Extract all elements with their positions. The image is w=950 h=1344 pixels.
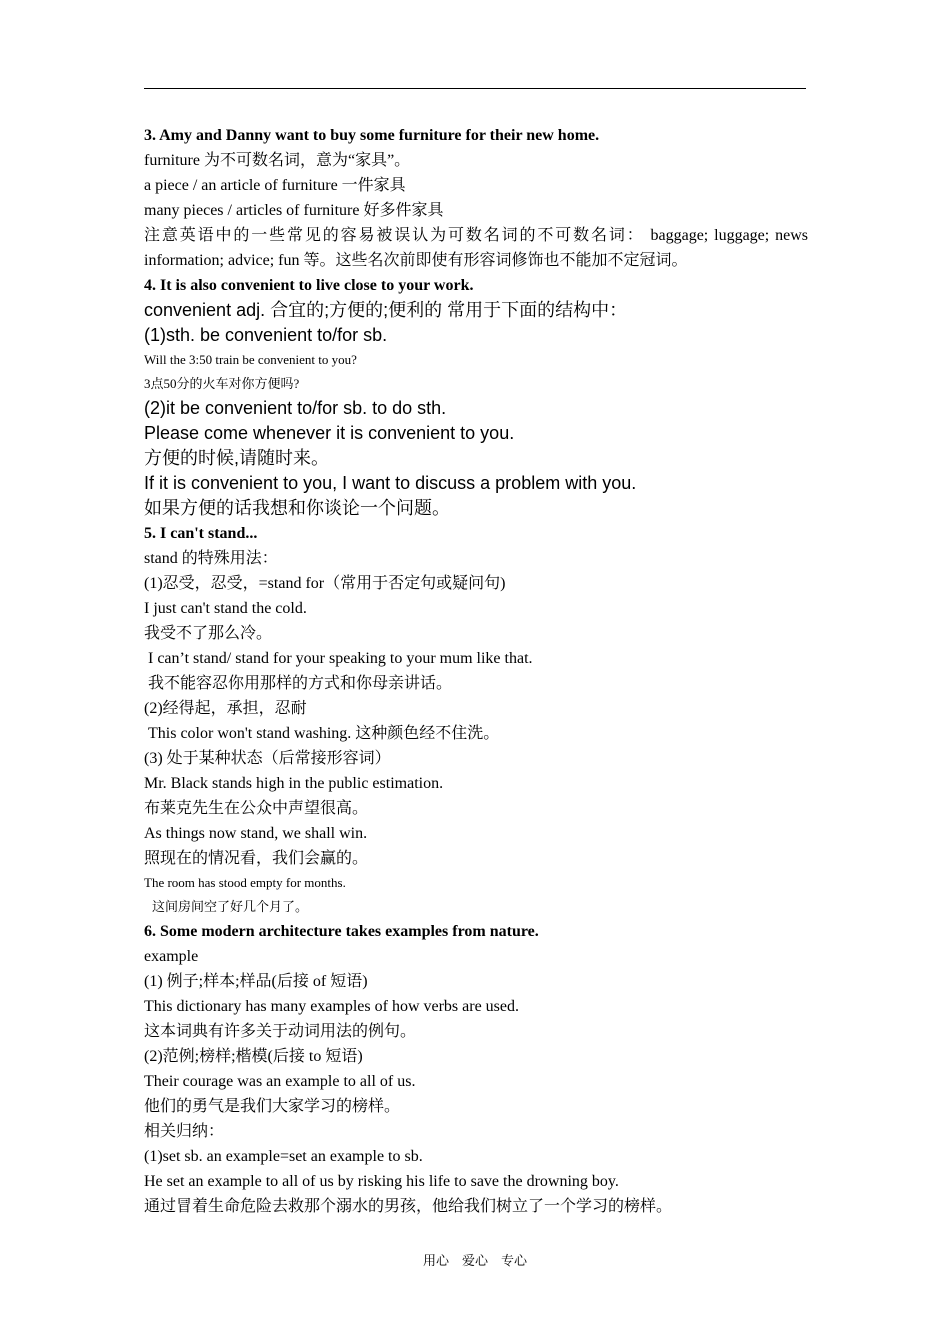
text-line: example [144, 948, 199, 965]
example-translation: 这间房间空了好几个月了。 [152, 899, 309, 914]
example-sentence: The room has stood empty for months. [144, 875, 346, 890]
text-line: (1) 例子;样本;样品(后接 of 短语) [144, 973, 368, 990]
document-body [144, 123, 808, 1219]
text-line: many pieces / articles of furniture 好多件家具 [144, 202, 444, 219]
text-line: (2)经得起，承担，忍耐 [144, 700, 307, 717]
example-sentence: Mr. Black stands high in the public estimation. [144, 775, 444, 792]
example-sentence: Please come whenever it is convenient to you. [144, 423, 515, 443]
example-translation: 我不能容忍你用那样的方式和你母亲讲话。 [148, 675, 453, 692]
example-translation: 如果方便的话我想和你谈论一个问题。 [144, 498, 450, 518]
text-line: furniture 为不可数名词，意为“家具”。 [144, 152, 411, 169]
section-5-title: 5. I can't stand... [144, 525, 258, 542]
example-sentence: Their courage was an example to all of us. [144, 1073, 416, 1090]
section-3-title: 3. Amy and Danny want to buy some furniture for their new home. [144, 127, 600, 144]
example-sentence: I just can't stand the cold. [144, 600, 307, 617]
example-sentence: I can’t stand/ stand for your speaking to your mum like that. [148, 650, 533, 667]
page-footer: 用心 爱心 专心 [422, 1253, 527, 1268]
text-line: convenient adj. 合宜的;方便的;便利的 常用于下面的结构中： [144, 300, 628, 320]
example-sentence: He set an example to all of us by risking his life to save the drowning boy. [144, 1173, 619, 1190]
example-translation: 通过冒着生命危险去救那个溺水的男孩，他给我们树立了一个学习的榜样。 [144, 1198, 673, 1215]
example-translation: 3点50分的火车对你方便吗? [144, 376, 300, 391]
example-translation: 照现在的情况看，我们会赢的。 [144, 850, 369, 867]
example-sentence: If it is convenient to you, I want to discuss a problem with you. [144, 473, 637, 493]
text-line: stand 的特殊用法： [144, 550, 278, 567]
section-4-title: 4. It is also convenient to live close to your work. [144, 277, 474, 294]
example-sentence: This dictionary has many examples of how verbs are used. [144, 998, 520, 1015]
example-sentence: This color won't stand washing. 这种颜色经不住洗。 [148, 725, 500, 742]
text-line: (1)set sb. an example=set an example to sb. [144, 1148, 423, 1165]
text-line: (2)it be convenient to/for sb. to do sth. [144, 398, 447, 418]
text-line: (2)范例;榜样;楷模(后接 to 短语) [144, 1048, 363, 1065]
example-sentence: As things now stand, we shall win. [144, 825, 368, 842]
example-translation: 他们的勇气是我们大家学习的榜样。 [144, 1098, 401, 1115]
text-paragraph: 注意英语中的一些常见的容易被误认为可数名词的不可数名词： baggage; luggage; news information; advice; fun 等。这些名次前即使有形容词修饰也不能加不定冠词。 [144, 227, 808, 269]
text-line: a piece / an article of furniture 一件家具 [144, 177, 406, 194]
text-line: 相关归纳： [144, 1123, 225, 1140]
example-translation: 方便的时候,请随时来。 [144, 448, 329, 468]
example-translation: 这本词典有许多关于动词用法的例句。 [144, 1023, 417, 1040]
text-line: (1)sth. be convenient to/for sb. [144, 325, 388, 345]
example-sentence: Will the 3:50 train be convenient to you? [144, 352, 357, 367]
example-translation: 布莱克先生在公众中声望很高。 [144, 800, 369, 817]
header-rule [144, 88, 806, 89]
section-6-title: 6. Some modern architecture takes examples from nature. [144, 923, 539, 940]
example-translation: 我受不了那么冷。 [144, 625, 273, 642]
text-line: (3) 处于某种状态（后常接形容词） [144, 750, 391, 767]
text-line: (1)忍受，忍受，=stand for（常用于否定句或疑问句) [144, 575, 506, 592]
